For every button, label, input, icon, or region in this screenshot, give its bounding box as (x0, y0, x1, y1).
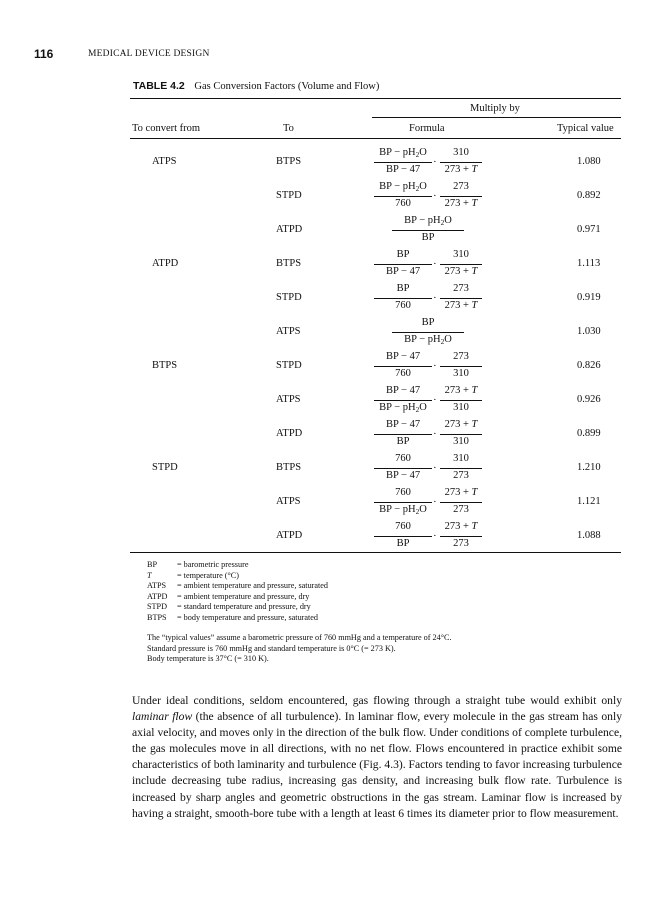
legend-key: BP (147, 560, 158, 569)
fraction-numerator: BP − 47 (385, 351, 421, 362)
fraction-denominator: BP − $pH_2O$ (379, 504, 427, 516)
row-formula (372, 418, 484, 452)
legend-text: = barometric pressure (177, 560, 249, 569)
header-to: To (283, 123, 294, 134)
fraction-bar (374, 298, 432, 299)
legend-entry (147, 602, 311, 613)
fraction-denominator: 273 + T (444, 300, 478, 311)
fraction-numerator: 760 (395, 487, 411, 498)
fraction-denominator: BP − $pH_2O$ (379, 402, 427, 414)
row-formula (372, 316, 484, 350)
fraction-bar (374, 536, 432, 537)
fraction-numerator: 273 (453, 351, 469, 362)
fraction-denominator: 273 (453, 504, 469, 515)
multiply-dot: · (433, 496, 437, 508)
row-to: ATPS (276, 496, 301, 507)
row-typical-value: 1.080 (577, 156, 601, 167)
legend-entry (147, 571, 239, 582)
page-number: 116 (34, 47, 54, 61)
legend-entry (147, 613, 318, 624)
row-to: BTPS (276, 156, 302, 167)
row-typical-value: 0.899 (577, 428, 601, 439)
fraction-denominator: 273 (453, 538, 469, 549)
table-title: Gas Conversion Factors (Volume and Flow) (194, 81, 380, 92)
legend-key: STPD (147, 602, 168, 612)
fraction-denominator: BP − $pH_2O$ (404, 334, 452, 346)
fraction-denominator: 273 + T (444, 164, 478, 175)
paragraph-emphasis: laminar flow (132, 710, 193, 724)
fraction-numerator: 273 + T (444, 419, 478, 430)
fraction-bar (374, 162, 432, 163)
legend-text: = temperature (°C) (177, 570, 239, 580)
legend-key: ATPS (147, 581, 167, 591)
multiply-dot: · (433, 530, 437, 542)
fraction-denominator: 310 (453, 402, 469, 413)
header-multiply-by: Multiply by (470, 103, 520, 114)
header-convert-from: To convert from (132, 123, 201, 134)
row-to: STPD (276, 360, 302, 371)
fraction-denominator: BP (421, 232, 435, 243)
row-typical-value: 1.113 (577, 258, 601, 269)
fraction-bar (374, 196, 432, 197)
multiply-dot: · (433, 428, 437, 440)
fraction-numerator: 760 (395, 453, 411, 464)
fraction-bar (440, 298, 482, 299)
paragraph-text-2: (the absence of all turbulence). In laminar flow, every molecule in the gas stream has only axial velocity, and moves only in the direction of the bulk flow. Under conditions of complete turbulence, the gas molecules move in all directions, with no net flow. Flows encountered in practice exhibit some characteristics of both laminarity and turbulence (Fig. 4.3). Factors tending to favor increasing turbulence include decreasing tube radius, increasing gas density, and increasing bulk flow rate. Turbulence is increased by sharp angles and geometric obstructions in the gas stream. Laminar flow is increased by having a straight, smooth-bore tube with a length at least 6 times its diameter prior to flow measurement. (132, 710, 623, 820)
row-from: BTPS (152, 360, 178, 371)
row-formula (372, 214, 484, 248)
row-typical-value: 0.926 (577, 394, 601, 405)
row-typical-value: 1.030 (577, 326, 601, 337)
fraction-bar (374, 400, 432, 401)
fraction-numerator: BP − $pH_2O$ (404, 215, 452, 227)
fraction-numerator: 310 (453, 453, 469, 464)
fraction-denominator: 273 (453, 470, 469, 481)
fraction-numerator: 273 (453, 283, 469, 294)
multiply-dot: · (433, 360, 437, 372)
legend-key: ATPD (147, 591, 168, 601)
multiply-dot: · (433, 258, 437, 270)
header-group-rule (372, 117, 621, 118)
legend-entry (147, 592, 309, 603)
row-formula (372, 350, 484, 384)
legend-text: = ambient temperature and pressure, dry (177, 591, 310, 601)
fraction-numerator: 310 (453, 147, 469, 158)
row-typical-value: 0.892 (577, 190, 601, 201)
fraction-numerator: 760 (395, 521, 411, 532)
row-formula (372, 282, 484, 316)
fraction-denominator: 760 (395, 198, 411, 209)
fraction-denominator: BP (396, 538, 410, 549)
multiply-dot: · (433, 462, 437, 474)
multiply-dot: · (433, 394, 437, 406)
fraction-bar (440, 468, 482, 469)
fraction-bar (440, 536, 482, 537)
row-formula (372, 248, 484, 282)
legend-text: = ambient temperature and pressure, saturated (177, 581, 329, 591)
fraction-denominator: BP − 47 (385, 266, 421, 277)
fraction-bar (440, 196, 482, 197)
legend-text: = standard temperature and pressure, dry (177, 602, 311, 612)
table-label: TABLE 4.2 (133, 80, 185, 92)
row-typical-value: 1.121 (577, 496, 601, 507)
fraction-denominator: 310 (453, 436, 469, 447)
body-paragraph (132, 693, 622, 822)
row-formula (372, 384, 484, 418)
header-bottom-rule (130, 138, 621, 139)
legend-entry (147, 560, 248, 571)
table-top-rule (130, 98, 621, 99)
row-formula (372, 486, 484, 520)
fraction-numerator: BP (421, 317, 435, 328)
fraction-bar (374, 468, 432, 469)
header-formula: Formula (409, 123, 445, 134)
fraction-denominator: 273 + T (444, 198, 478, 209)
row-to: ATPD (276, 530, 303, 541)
row-to: ATPS (276, 326, 301, 337)
fraction-bar (440, 400, 482, 401)
running-title: MEDICAL DEVICE DESIGN (88, 49, 210, 59)
fraction-bar (392, 230, 464, 231)
row-to: STPD (276, 292, 302, 303)
row-typical-value: 1.210 (577, 462, 601, 473)
row-to: STPD (276, 190, 302, 201)
legend-entry (147, 581, 328, 592)
fraction-bar (374, 502, 432, 503)
row-to: BTPS (276, 462, 302, 473)
fraction-numerator: 310 (453, 249, 469, 260)
footnote: Body temperature is 37°C (= 310 K). (147, 654, 269, 664)
row-to: ATPS (276, 394, 301, 405)
row-to: BTPS (276, 258, 302, 269)
fraction-numerator: 273 + T (444, 487, 478, 498)
fraction-numerator: BP − $pH_2O$ (379, 181, 427, 193)
fraction-bar (440, 264, 482, 265)
fraction-denominator: 273 + T (444, 266, 478, 277)
fraction-denominator: BP (396, 436, 410, 447)
fraction-bar (440, 434, 482, 435)
fraction-numerator: BP − $pH_2O$ (379, 147, 427, 159)
multiply-dot: · (433, 190, 437, 202)
table-bottom-rule (130, 552, 621, 553)
legend-text: = body temperature and pressure, saturated (177, 613, 319, 622)
fraction-bar (440, 502, 482, 503)
fraction-numerator: BP (396, 283, 410, 294)
fraction-denominator: 310 (453, 368, 469, 379)
legend-key: T (147, 570, 152, 580)
fraction-bar (440, 366, 482, 367)
row-to: ATPD (276, 428, 303, 439)
fraction-numerator: BP − 47 (385, 419, 421, 430)
fraction-denominator: BP − 47 (385, 470, 421, 481)
fraction-numerator: 273 + T (444, 385, 478, 396)
row-typical-value: 0.971 (577, 224, 601, 235)
multiply-dot: · (433, 156, 437, 168)
fraction-numerator: BP − 47 (385, 385, 421, 396)
fraction-numerator: 273 (453, 181, 469, 192)
header-typical-value: Typical value (557, 123, 614, 134)
fraction-denominator: 760 (395, 368, 411, 379)
row-formula (372, 180, 484, 214)
row-typical-value: 0.919 (577, 292, 601, 303)
row-from: ATPS (152, 156, 177, 167)
legend-key: BTPS (147, 613, 167, 622)
table-caption (133, 80, 379, 92)
fraction-numerator: BP (396, 249, 410, 260)
fraction-bar (374, 366, 432, 367)
row-formula (372, 146, 484, 180)
row-from: ATPD (152, 258, 179, 269)
fraction-bar (374, 434, 432, 435)
row-formula (372, 520, 484, 554)
fraction-bar (440, 162, 482, 163)
fraction-bar (392, 332, 464, 333)
multiply-dot: · (433, 292, 437, 304)
row-typical-value: 1.088 (577, 530, 601, 541)
row-typical-value: 0.826 (577, 360, 601, 371)
row-to: ATPD (276, 224, 303, 235)
row-from: STPD (152, 462, 178, 473)
paragraph-text-1: Under ideal conditions, seldom encountered, gas flowing through a straight tube would exhibit only (132, 694, 622, 707)
footnote: The “typical values” assume a barometric pressure of 760 mmHg and a temperature of 24°C. (147, 633, 452, 642)
fraction-numerator: 273 + T (444, 521, 478, 532)
row-formula (372, 452, 484, 486)
fraction-denominator: 760 (395, 300, 411, 311)
footnote: Standard pressure is 760 mmHg and standard temperature is 0°C (= 273 K). (147, 643, 396, 653)
fraction-denominator: BP − 47 (385, 164, 421, 175)
fraction-bar (374, 264, 432, 265)
